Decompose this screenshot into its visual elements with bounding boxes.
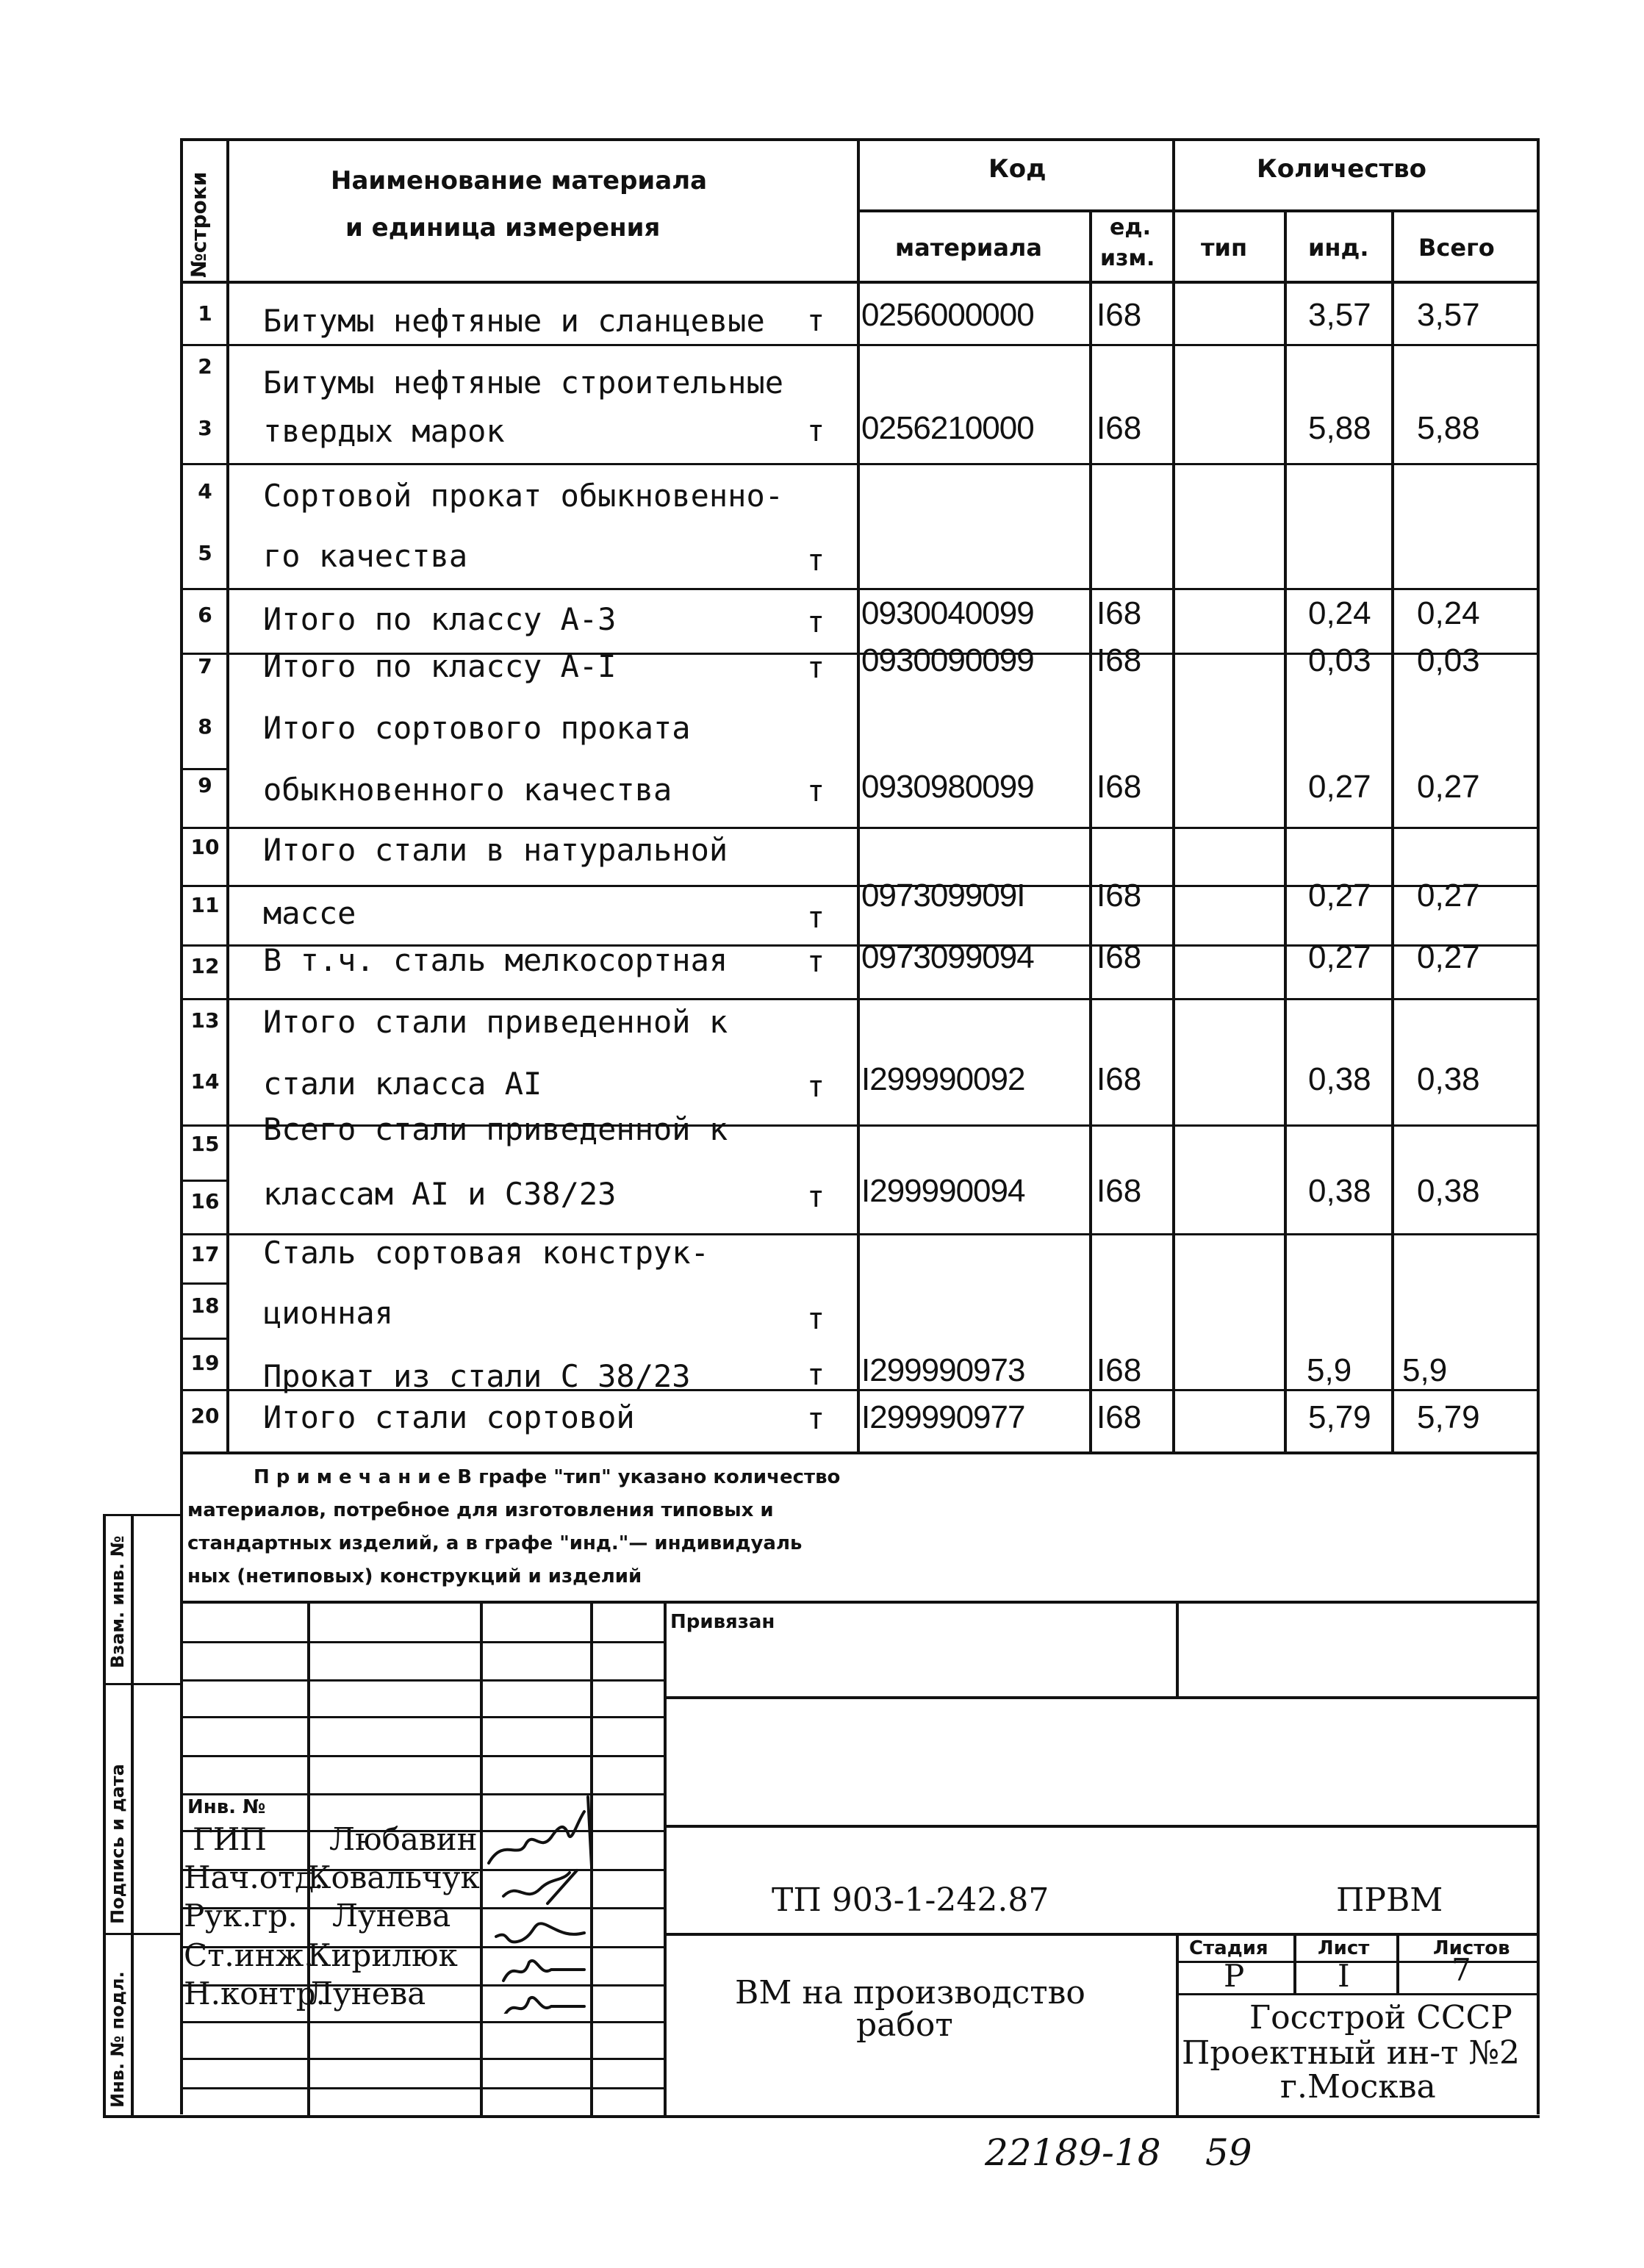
signature-date-label: Подпись и дата bbox=[107, 1764, 128, 1924]
row-number: 2 bbox=[198, 354, 212, 378]
row-ind: 0,03 bbox=[1308, 642, 1371, 678]
signer-role: Ст.инж. bbox=[184, 1937, 314, 1973]
header-code-unit-2: изм. bbox=[1100, 245, 1155, 271]
document-title-line2: работ bbox=[856, 2006, 953, 2044]
signer-role: Нач.отд. bbox=[184, 1859, 324, 1895]
handwritten-signatures bbox=[481, 1793, 614, 2014]
row-code: I299990092 bbox=[861, 1061, 1025, 1097]
row-total: 0,38 bbox=[1417, 1173, 1480, 1209]
signer-role: ГИП bbox=[193, 1821, 268, 1857]
row-measure: I68 bbox=[1096, 878, 1142, 914]
header-name-line2: и единица измерения bbox=[345, 213, 661, 243]
row-number: 10 bbox=[190, 835, 220, 859]
row-number: 17 bbox=[190, 1242, 220, 1266]
header-qty-type: тип bbox=[1201, 234, 1248, 262]
signer-role: Н.контр. bbox=[184, 1975, 326, 2012]
row-unit: т bbox=[807, 651, 825, 685]
row-number: 6 bbox=[198, 603, 212, 627]
row-name: твердых марок bbox=[263, 413, 505, 449]
row-code: I299990094 bbox=[861, 1173, 1025, 1209]
row-measure: I68 bbox=[1096, 1399, 1142, 1435]
sheet-label: Лист bbox=[1318, 1937, 1370, 1959]
row-ind: 3,57 bbox=[1308, 297, 1371, 333]
footer-page: 59 bbox=[1205, 2131, 1252, 2174]
original-inventory-label: Инв. № подл. bbox=[107, 1971, 128, 2108]
row-unit: т bbox=[807, 1302, 825, 1336]
row-unit: т bbox=[807, 1358, 825, 1392]
row-name: В т.ч. сталь мелкосортная bbox=[263, 942, 728, 978]
row-total: 0,38 bbox=[1417, 1061, 1480, 1097]
row-total: 0,27 bbox=[1417, 878, 1480, 914]
header-code-material: материала bbox=[895, 234, 1042, 262]
row-name: Всего стали приведенной к bbox=[263, 1111, 728, 1147]
row-code: 0973099094 bbox=[861, 939, 1034, 975]
row-total: 5,88 bbox=[1417, 410, 1480, 446]
row-name: Сталь сортовая конструк- bbox=[263, 1235, 709, 1271]
row-number: 20 bbox=[190, 1404, 220, 1428]
row-number: 4 bbox=[198, 479, 212, 503]
row-code: 0256210000 bbox=[861, 410, 1034, 446]
signer-name: Любавин bbox=[329, 1821, 478, 1857]
sheets-value: 7 bbox=[1451, 1952, 1471, 1988]
row-measure: I68 bbox=[1096, 1173, 1142, 1209]
row-number: 8 bbox=[198, 714, 212, 739]
row-total: 5,9 bbox=[1402, 1352, 1448, 1388]
row-unit: т bbox=[807, 945, 825, 979]
row-total: 0,03 bbox=[1417, 642, 1480, 678]
row-measure: I68 bbox=[1096, 297, 1142, 333]
row-code: 097309909I bbox=[861, 878, 1025, 914]
row-name: массе bbox=[263, 895, 356, 931]
signer-name: Лунева bbox=[332, 1898, 451, 1934]
row-ind: 0,27 bbox=[1308, 769, 1371, 805]
row-ind: 0,38 bbox=[1308, 1173, 1371, 1209]
row-name: Итого стали в натуральной bbox=[263, 832, 728, 868]
row-unit: т bbox=[807, 1070, 825, 1104]
row-measure: I68 bbox=[1096, 595, 1142, 631]
row-number: 7 bbox=[198, 654, 212, 678]
row-unit: т bbox=[807, 1402, 825, 1436]
header-code-unit-1: ед. bbox=[1110, 215, 1151, 240]
row-number: 9 bbox=[198, 773, 212, 797]
note-line-3: стандартных изделий, а в графе "инд."— индивидуаль bbox=[187, 1532, 803, 1554]
organization-line3: г.Москва bbox=[1280, 2068, 1436, 2106]
signer-name: Лунева bbox=[307, 1975, 426, 2012]
row-number: 19 bbox=[190, 1351, 220, 1375]
row-number: 13 bbox=[190, 1008, 220, 1033]
footer-number: 22189-18 bbox=[985, 2131, 1161, 2174]
row-code: I299990977 bbox=[861, 1399, 1025, 1435]
organization-line2: Проектный ин-т №2 bbox=[1182, 2034, 1521, 2072]
document-title-line1: ВМ на производство bbox=[735, 1974, 1085, 2012]
row-name: Битумы нефтяные и сланцевые bbox=[263, 303, 765, 339]
row-name: обыкновенного качества bbox=[263, 772, 672, 808]
row-total: 0,27 bbox=[1417, 939, 1480, 975]
row-code: I299990973 bbox=[861, 1352, 1025, 1388]
row-name: Битумы нефтяные строительные bbox=[263, 365, 784, 401]
row-number: 15 bbox=[190, 1132, 220, 1156]
row-code: 0256000000 bbox=[861, 297, 1034, 333]
row-unit: т bbox=[807, 544, 825, 578]
row-measure: I68 bbox=[1096, 769, 1142, 805]
row-total: 0,24 bbox=[1417, 595, 1480, 631]
stage-value: Р bbox=[1224, 1958, 1245, 1994]
row-number: 16 bbox=[190, 1189, 220, 1213]
note-line-4: ных (нетиповых) конструкций и изделий bbox=[187, 1565, 642, 1587]
row-number: 14 bbox=[190, 1069, 220, 1094]
row-name: Итого стали приведенной к bbox=[263, 1004, 728, 1040]
row-number: 12 bbox=[190, 954, 220, 978]
row-number: 18 bbox=[190, 1293, 220, 1318]
row-ind: 0,38 bbox=[1308, 1061, 1371, 1097]
attached-label: Привязан bbox=[670, 1611, 775, 1633]
note-line-2: материалов, потребное для изготовления типовых и bbox=[187, 1499, 774, 1521]
row-name: классам AI и С38/23 bbox=[263, 1176, 617, 1212]
row-total: 5,79 bbox=[1417, 1399, 1480, 1435]
signer-name: Ковальчук bbox=[307, 1859, 480, 1895]
row-name: Итого стали сортовой bbox=[263, 1399, 635, 1435]
row-number: 3 bbox=[198, 416, 212, 440]
inv-number-label: Инв. № bbox=[187, 1796, 266, 1818]
header-code: Код bbox=[988, 154, 1047, 184]
row-code: 0930040099 bbox=[861, 595, 1034, 631]
row-name: го качества bbox=[263, 538, 468, 574]
row-unit: т bbox=[807, 1180, 825, 1214]
document-mark: ПРВМ bbox=[1336, 1881, 1443, 1919]
note-line-1: П р и м е ч а н и е В графе "тип" указано количество bbox=[254, 1466, 841, 1488]
row-number: 1 bbox=[198, 301, 212, 326]
row-name: стали класса AI bbox=[263, 1066, 542, 1102]
row-ind: 0,24 bbox=[1308, 595, 1371, 631]
row-name: Итого по классу А-3 bbox=[263, 601, 617, 637]
row-ind: 5,79 bbox=[1308, 1399, 1371, 1435]
row-measure: I68 bbox=[1096, 1061, 1142, 1097]
document-code: ТП 903-1-242.87 bbox=[772, 1881, 1049, 1919]
row-measure: I68 bbox=[1096, 410, 1142, 446]
row-ind: 0,27 bbox=[1308, 939, 1371, 975]
row-name: ционная bbox=[263, 1295, 394, 1331]
row-unit: т bbox=[807, 775, 825, 808]
organization-line1: Госстрой СССР bbox=[1249, 1999, 1512, 2036]
row-ind: 0,27 bbox=[1308, 878, 1371, 914]
signer-role: Рук.гр. bbox=[184, 1898, 298, 1934]
replacement-inventory-label: Взам. инв. № bbox=[107, 1535, 128, 1668]
row-number: 11 bbox=[190, 893, 220, 917]
header-quantity: Количество bbox=[1257, 154, 1427, 184]
header-name-line1: Наименование материала bbox=[331, 166, 708, 195]
sheet-value: I bbox=[1338, 1958, 1350, 1994]
row-measure: I68 bbox=[1096, 939, 1142, 975]
row-code: 0930090099 bbox=[861, 642, 1034, 678]
header-row-number: №строки bbox=[187, 171, 211, 278]
row-unit: т bbox=[807, 901, 825, 935]
row-unit: т bbox=[807, 415, 825, 448]
row-measure: I68 bbox=[1096, 642, 1142, 678]
row-unit: т bbox=[807, 606, 825, 639]
row-name: Сортовой прокат обыкновенно- bbox=[263, 478, 784, 514]
header-qty-total: Всего bbox=[1418, 234, 1495, 262]
row-unit: т bbox=[807, 304, 825, 338]
row-name: Прокат из стали С 38/23 bbox=[263, 1358, 691, 1394]
row-name: Итого сортового проката bbox=[263, 710, 691, 746]
row-number: 5 bbox=[198, 541, 212, 565]
row-total: 0,27 bbox=[1417, 769, 1480, 805]
header-qty-ind: инд. bbox=[1308, 234, 1369, 262]
row-measure: I68 bbox=[1096, 1352, 1142, 1388]
row-code: 0930980099 bbox=[861, 769, 1034, 805]
stage-label: Стадия bbox=[1189, 1937, 1268, 1959]
sheets-label: Листов bbox=[1433, 1937, 1510, 1959]
row-total: 3,57 bbox=[1417, 297, 1480, 333]
row-ind: 5,9 bbox=[1307, 1352, 1352, 1388]
signer-name: Кирилюк bbox=[307, 1937, 458, 1973]
row-ind: 5,88 bbox=[1308, 410, 1371, 446]
row-name: Итого по классу А-I bbox=[263, 648, 617, 684]
